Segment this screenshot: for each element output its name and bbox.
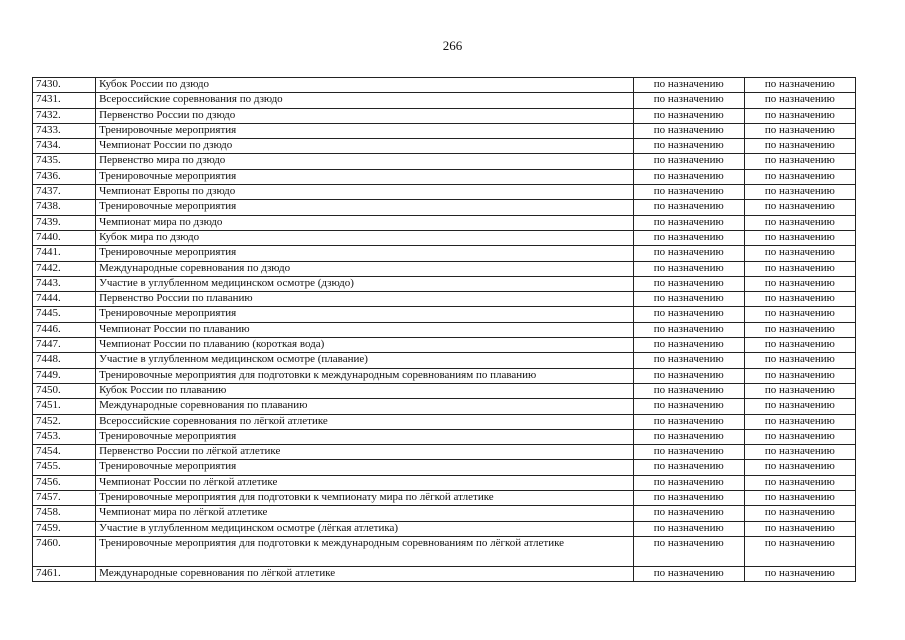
- table-row: [33, 566, 856, 581]
- event-name-cell: Тренировочные мероприятия: [96, 307, 634, 322]
- assignment-cell-1: по назначению: [633, 123, 744, 138]
- event-name-cell: Международные соревнования по лёгкой атлетике: [96, 566, 634, 581]
- row-number-cell: 7436.: [33, 169, 96, 184]
- table-row: [33, 307, 856, 322]
- assignment-cell-1: по назначению: [633, 230, 744, 245]
- assignment-cell-1: по назначению: [633, 154, 744, 169]
- table-row: [33, 276, 856, 291]
- row-number-cell: 7439.: [33, 215, 96, 230]
- assignment-cell-1: по назначению: [633, 246, 744, 261]
- event-name-cell: Всероссийские соревнования по дзюдо: [96, 93, 634, 108]
- event-name-cell: Всероссийские соревнования по лёгкой атлетике: [96, 414, 634, 429]
- event-name-cell: Тренировочные мероприятия для подготовки к международным соревнованиям по лёгкой атлетике: [96, 536, 634, 566]
- table-row: [33, 123, 856, 138]
- event-name-cell: Тренировочные мероприятия для подготовки к чемпионату мира по лёгкой атлетике: [96, 491, 634, 506]
- assignment-cell-1: по назначению: [633, 414, 744, 429]
- assignment-cell-2: по назначению: [744, 123, 855, 138]
- assignment-cell-1: по назначению: [633, 475, 744, 490]
- assignment-cell-2: по назначению: [744, 566, 855, 581]
- assignment-cell-1: по назначению: [633, 536, 744, 566]
- table-row: [33, 93, 856, 108]
- assignment-cell-1: по назначению: [633, 200, 744, 215]
- assignment-cell-1: по назначению: [633, 307, 744, 322]
- table-row: [33, 491, 856, 506]
- table-row: [33, 475, 856, 490]
- event-name-cell: Тренировочные мероприятия: [96, 169, 634, 184]
- table-row: [33, 399, 856, 414]
- assignment-cell-2: по назначению: [744, 536, 855, 566]
- table-body: [33, 78, 856, 582]
- assignment-cell-2: по назначению: [744, 230, 855, 245]
- assignment-cell-1: по назначению: [633, 521, 744, 536]
- table-row: [33, 292, 856, 307]
- assignment-cell-1: по назначению: [633, 566, 744, 581]
- events-table: [32, 77, 856, 582]
- row-number-cell: 7450.: [33, 383, 96, 398]
- assignment-cell-1: по назначению: [633, 108, 744, 123]
- assignment-cell-1: по назначению: [633, 215, 744, 230]
- row-number-cell: 7447.: [33, 338, 96, 353]
- assignment-cell-2: по назначению: [744, 169, 855, 184]
- row-number-cell: 7438.: [33, 200, 96, 215]
- assignment-cell-2: по назначению: [744, 429, 855, 444]
- assignment-cell-2: по назначению: [744, 93, 855, 108]
- table-row: [33, 536, 856, 566]
- assignment-cell-1: по назначению: [633, 338, 744, 353]
- row-number-cell: 7454.: [33, 445, 96, 460]
- row-number-cell: 7455.: [33, 460, 96, 475]
- assignment-cell-2: по назначению: [744, 414, 855, 429]
- table-row: [33, 261, 856, 276]
- row-number-cell: 7452.: [33, 414, 96, 429]
- assignment-cell-2: по назначению: [744, 383, 855, 398]
- row-number-cell: 7432.: [33, 108, 96, 123]
- assignment-cell-2: по назначению: [744, 353, 855, 368]
- row-number-cell: 7433.: [33, 123, 96, 138]
- event-name-cell: Первенство России по плаванию: [96, 292, 634, 307]
- assignment-cell-2: по назначению: [744, 521, 855, 536]
- assignment-cell-2: по назначению: [744, 491, 855, 506]
- assignment-cell-1: по назначению: [633, 78, 744, 93]
- event-name-cell: Тренировочные мероприятия: [96, 246, 634, 261]
- row-number-cell: 7453.: [33, 429, 96, 444]
- row-number-cell: 7431.: [33, 93, 96, 108]
- table-row: [33, 78, 856, 93]
- table-row: [33, 246, 856, 261]
- event-name-cell: Чемпионат России по плаванию: [96, 322, 634, 337]
- assignment-cell-1: по назначению: [633, 261, 744, 276]
- event-name-cell: Международные соревнования по плаванию: [96, 399, 634, 414]
- row-number-cell: 7456.: [33, 475, 96, 490]
- assignment-cell-1: по назначению: [633, 169, 744, 184]
- event-name-cell: Тренировочные мероприятия: [96, 123, 634, 138]
- table-row: [33, 414, 856, 429]
- row-number-cell: 7449.: [33, 368, 96, 383]
- table-row: [33, 230, 856, 245]
- assignment-cell-2: по назначению: [744, 185, 855, 200]
- table-row: [33, 108, 856, 123]
- event-name-cell: Чемпионат мира по лёгкой атлетике: [96, 506, 634, 521]
- event-name-cell: Международные соревнования по дзюдо: [96, 261, 634, 276]
- row-number-cell: 7440.: [33, 230, 96, 245]
- event-name-cell: Тренировочные мероприятия: [96, 460, 634, 475]
- table-row: [33, 429, 856, 444]
- assignment-cell-1: по назначению: [633, 93, 744, 108]
- assignment-cell-2: по назначению: [744, 215, 855, 230]
- assignment-cell-1: по назначению: [633, 276, 744, 291]
- table-row: [33, 154, 856, 169]
- row-number-cell: 7435.: [33, 154, 96, 169]
- event-name-cell: Участие в углубленном медицинском осмотре (плавание): [96, 353, 634, 368]
- assignment-cell-2: по назначению: [744, 276, 855, 291]
- page-number: 266: [442, 38, 463, 53]
- event-name-cell: Кубок России по плаванию: [96, 383, 634, 398]
- event-name-cell: Тренировочные мероприятия для подготовки к международным соревнованиям по плаванию: [96, 368, 634, 383]
- assignment-cell-2: по назначению: [744, 460, 855, 475]
- table-row: [33, 368, 856, 383]
- row-number-cell: 7461.: [33, 566, 96, 581]
- row-number-cell: 7451.: [33, 399, 96, 414]
- assignment-cell-2: по назначению: [744, 200, 855, 215]
- table-row: [33, 353, 856, 368]
- assignment-cell-2: по назначению: [744, 322, 855, 337]
- assignment-cell-1: по назначению: [633, 185, 744, 200]
- row-number-cell: 7459.: [33, 521, 96, 536]
- row-number-cell: 7460.: [33, 536, 96, 566]
- table-row: [33, 383, 856, 398]
- table-row: [33, 338, 856, 353]
- assignment-cell-2: по назначению: [744, 139, 855, 154]
- row-number-cell: 7446.: [33, 322, 96, 337]
- row-number-cell: 7448.: [33, 353, 96, 368]
- event-name-cell: Кубок мира по дзюдо: [96, 230, 634, 245]
- event-name-cell: Тренировочные мероприятия: [96, 200, 634, 215]
- assignment-cell-1: по назначению: [633, 399, 744, 414]
- row-number-cell: 7441.: [33, 246, 96, 261]
- event-name-cell: Первенство России по лёгкой атлетике: [96, 445, 634, 460]
- row-number-cell: 7434.: [33, 139, 96, 154]
- assignment-cell-2: по назначению: [744, 261, 855, 276]
- assignment-cell-2: по назначению: [744, 292, 855, 307]
- assignment-cell-1: по назначению: [633, 506, 744, 521]
- assignment-cell-2: по назначению: [744, 108, 855, 123]
- table-row: [33, 169, 856, 184]
- assignment-cell-2: по назначению: [744, 475, 855, 490]
- event-name-cell: Чемпионат мира по дзюдо: [96, 215, 634, 230]
- assignment-cell-1: по назначению: [633, 368, 744, 383]
- event-name-cell: Чемпионат России по лёгкой атлетике: [96, 475, 634, 490]
- table-row: [33, 322, 856, 337]
- table-row: [33, 521, 856, 536]
- table-row: [33, 445, 856, 460]
- assignment-cell-1: по назначению: [633, 139, 744, 154]
- row-number-cell: 7443.: [33, 276, 96, 291]
- event-name-cell: Чемпионат России по плаванию (короткая вода): [96, 338, 634, 353]
- assignment-cell-1: по назначению: [633, 322, 744, 337]
- table-row: [33, 215, 856, 230]
- row-number-cell: 7458.: [33, 506, 96, 521]
- event-name-cell: Первенство России по дзюдо: [96, 108, 634, 123]
- table-row: [33, 460, 856, 475]
- assignment-cell-1: по назначению: [633, 383, 744, 398]
- event-name-cell: Чемпионат Европы по дзюдо: [96, 185, 634, 200]
- event-name-cell: Тренировочные мероприятия: [96, 429, 634, 444]
- assignment-cell-1: по назначению: [633, 353, 744, 368]
- assignment-cell-1: по назначению: [633, 292, 744, 307]
- assignment-cell-1: по назначению: [633, 491, 744, 506]
- row-number-cell: 7444.: [33, 292, 96, 307]
- assignment-cell-2: по назначению: [744, 368, 855, 383]
- table-row: [33, 506, 856, 521]
- table-row: [33, 185, 856, 200]
- row-number-cell: 7445.: [33, 307, 96, 322]
- event-name-cell: Кубок России по дзюдо: [96, 78, 634, 93]
- row-number-cell: 7430.: [33, 78, 96, 93]
- row-number-cell: 7442.: [33, 261, 96, 276]
- assignment-cell-2: по назначению: [744, 154, 855, 169]
- assignment-cell-2: по назначению: [744, 338, 855, 353]
- table-row: [33, 200, 856, 215]
- assignment-cell-2: по назначению: [744, 307, 855, 322]
- assignment-cell-1: по назначению: [633, 429, 744, 444]
- row-number-cell: 7437.: [33, 185, 96, 200]
- event-name-cell: Первенство мира по дзюдо: [96, 154, 634, 169]
- assignment-cell-2: по назначению: [744, 246, 855, 261]
- row-number-cell: 7457.: [33, 491, 96, 506]
- assignment-cell-1: по назначению: [633, 445, 744, 460]
- assignment-cell-1: по назначению: [633, 460, 744, 475]
- event-name-cell: Чемпионат России по дзюдо: [96, 139, 634, 154]
- assignment-cell-2: по назначению: [744, 399, 855, 414]
- event-name-cell: Участие в углубленном медицинском осмотре (дзюдо): [96, 276, 634, 291]
- assignment-cell-2: по назначению: [744, 78, 855, 93]
- assignment-cell-2: по назначению: [744, 445, 855, 460]
- event-name-cell: Участие в углубленном медицинском осмотре (лёгкая атлетика): [96, 521, 634, 536]
- table-row: [33, 139, 856, 154]
- assignment-cell-2: по назначению: [744, 506, 855, 521]
